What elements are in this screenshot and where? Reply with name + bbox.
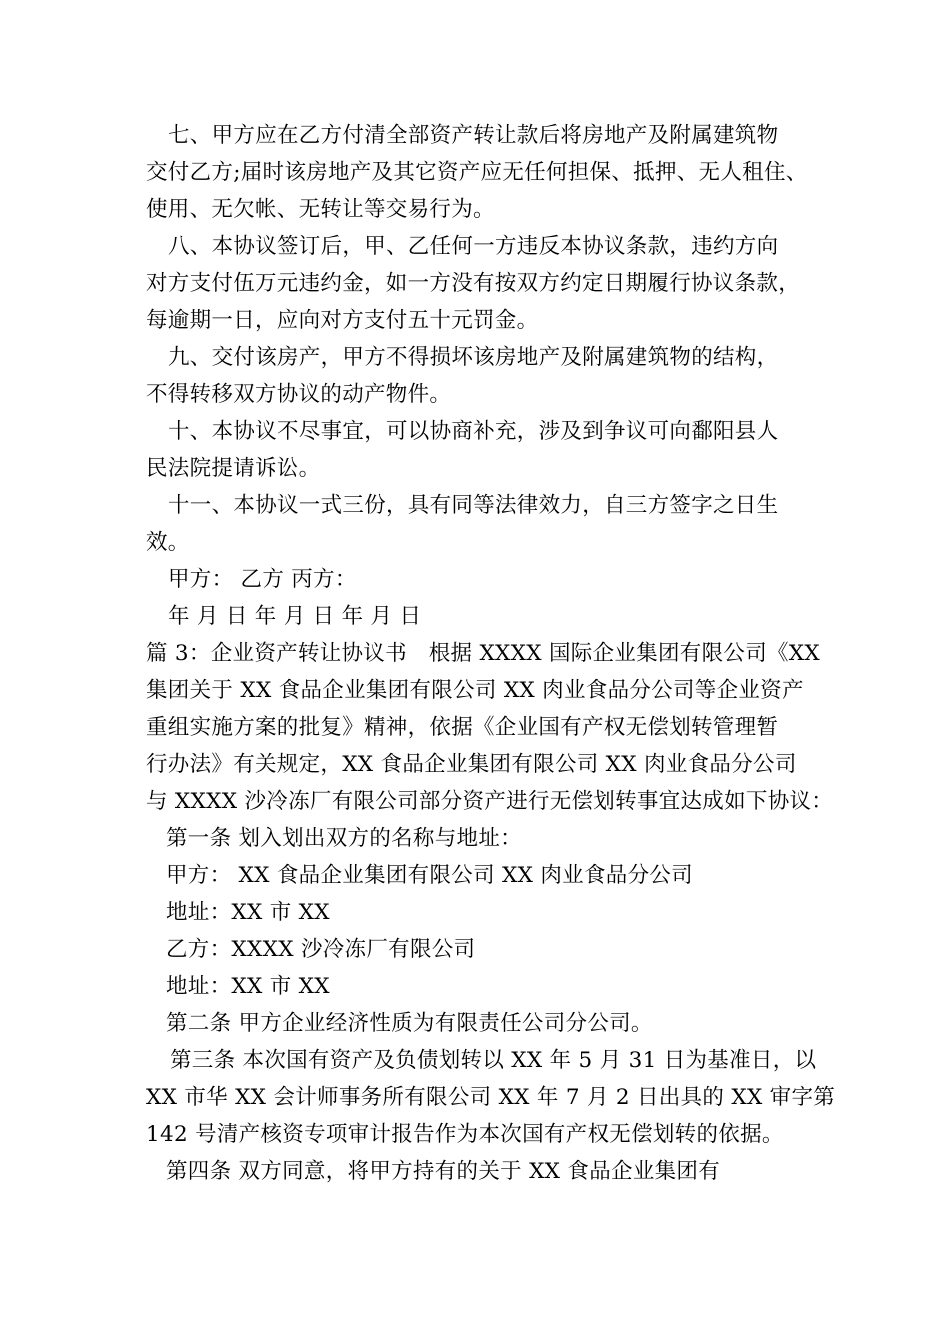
text-line: 交付乙方;届时该房地产及其它资产应无任何担保、抵押、无人租住、 (146, 160, 808, 185)
text-line: 不得转移双方协议的动产物件。 (146, 382, 452, 407)
text-line: 七、甲方应在乙方付清全部资产转让款后将房地产及附属建筑物 (168, 123, 779, 148)
text-line: 对方支付伍万元违约金，如一方没有按双方约定日期履行协议条款， (146, 271, 801, 296)
text-line: 效。 (146, 530, 190, 555)
text-line: 第四条 双方同意，将甲方持有的关于 XX 食品企业集团有 (166, 1159, 721, 1184)
text-line: 使用、无欠帐、无转让等交易行为。 (146, 197, 495, 222)
text-line: 甲方： XX 食品企业集团有限公司 XX 肉业食品分公司 (166, 863, 693, 888)
text-line: 地址：XX 市 XX (166, 900, 330, 925)
section-heading-line: 篇 3：企业资产转让协议书 根据 XXXX 国际企业集团有限公司《XX (146, 641, 821, 666)
text-line: 第一条 划入划出双方的名称与地址： (166, 826, 522, 851)
text-line: 重组实施方案的批复》精神，依据《企业国有产权无偿划转管理暂 (146, 715, 779, 740)
text-line: 第三条 本次国有资产及负债划转以 XX 年 5 月 31 日为基准日，以 (170, 1048, 817, 1073)
text-line: 乙方：XXXX 沙冷冻厂有限公司 (166, 937, 476, 962)
text-line: XX 市华 XX 会计师事务所有限公司 XX 年 7 月 2 日出具的 XX 审字第 (146, 1085, 836, 1110)
text-line: 集团关于 XX 食品企业集团有限公司 XX 肉业食品分公司等企业资产 (146, 678, 804, 703)
text-line: 与 XXXX 沙冷冻厂有限公司部分资产进行无偿划转事宜达成如下协议： (146, 789, 834, 814)
text-line: 十、本协议不尽事宜，可以协商补充，涉及到争议可向鄱阳县人 (168, 419, 779, 444)
text-line: 地址：XX 市 XX (166, 974, 330, 999)
signature-parties-line: 甲方： 乙方 丙方： (168, 567, 357, 592)
text-line: 第二条 甲方企业经济性质为有限责任公司分公司。 (166, 1011, 653, 1036)
text-line: 142 号清产核资专项审计报告作为本次国有产权无偿划转的依据。 (146, 1122, 784, 1147)
text-line: 九、交付该房产，甲方不得损坏该房地产及附属建筑物的结构， (168, 345, 779, 370)
text-line: 八、本协议签订后，甲、乙任何一方违反本协议条款，违约方向 (168, 234, 779, 259)
signature-dates-line: 年 月 日 年 月 日 年 月 日 (168, 604, 422, 629)
document-page (146, 117, 836, 1190)
text-line: 每逾期一日，应向对方支付五十元罚金。 (146, 308, 539, 333)
text-line: 十一、本协议一式三份，具有同等法律效力，自三方签字之日生 (168, 493, 779, 518)
text-line: 民法院提请诉讼。 (146, 456, 321, 481)
text-line: 行办法》有关规定，XX 食品企业集团有限公司 XX 肉业食品分公司 (146, 752, 797, 777)
